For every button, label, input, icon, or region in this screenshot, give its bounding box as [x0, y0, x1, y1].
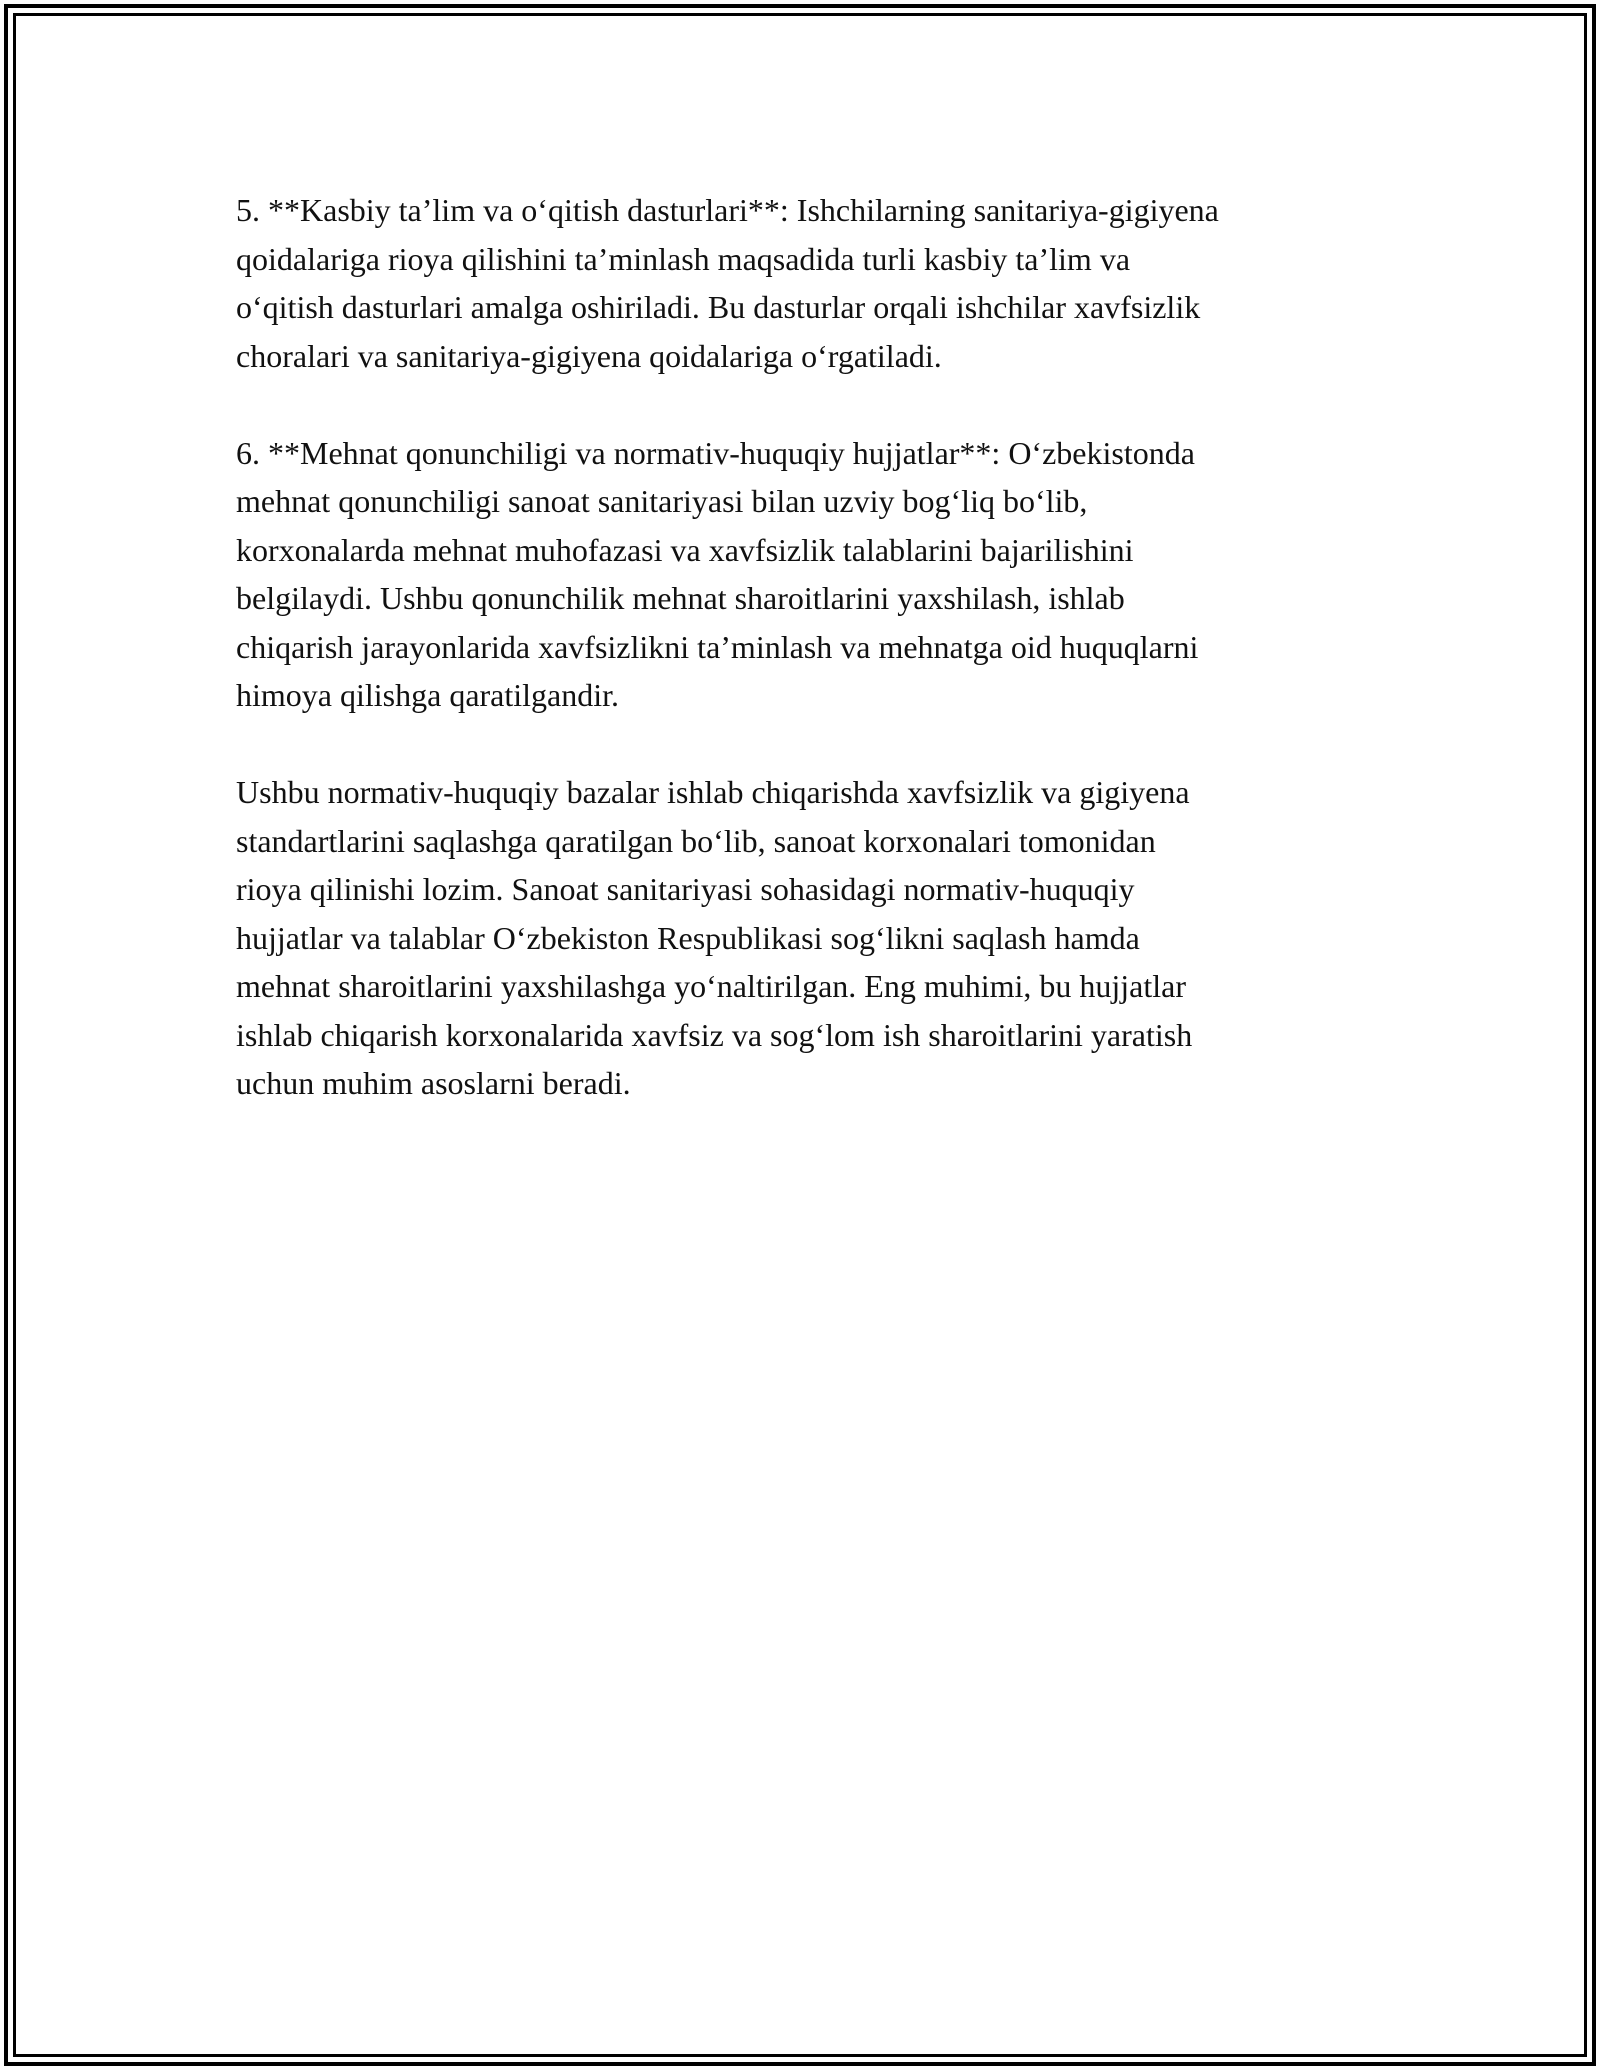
text-line: 6. **Mehnat qonunchiligi va normativ-huquqiy hujjatlar**: O‘zbekistonda: [236, 434, 1195, 471]
text-line: choralari va sanitariya-gigiyena qoidalariga o‘rgatiladi.: [236, 337, 942, 374]
text-line: hujjatlar va talablar O‘zbekiston Respublikasi sog‘likni saqlash hamda: [236, 919, 1140, 956]
text-line: mehnat qonunchiligi sanoat sanitariyasi bilan uzviy bog‘liq bo‘lib,: [236, 483, 1088, 519]
text-line: qoidalariga rioya qilishini ta’minlash maqsadida turli kasbiy ta’lim va: [236, 240, 1131, 277]
text-line: Ushbu normativ-huquqiy bazalar ishlab chiqarishda xavfsizlik va gigiyena: [236, 774, 1190, 810]
text-line: 5. **Kasbiy ta’lim va o‘qitish dasturlari**: Ishchilarning sanitariya-gigiyena: [236, 192, 1219, 228]
text-line: o‘qitish dasturlari amalga oshiriladi. Bu dasturlar orqali ishchilar xavfsizlik: [236, 289, 1201, 325]
text-line: belgilaydi. Ushbu qonunchilik mehnat sharoitlarini yaxshilash, ishlab: [236, 580, 1125, 616]
paragraph-vocational-training: [236, 186, 1376, 380]
text-line: uchun muhim asoslarni beradi.: [236, 1065, 631, 1101]
text-line: himoya qilishga qaratilgandir.: [236, 677, 620, 713]
paragraph-labor-legislation: [236, 429, 1376, 720]
document-body: [236, 186, 1376, 1156]
text-line: standartlarini saqlashga qaratilgan bo‘lib, sanoat korxonalari tomonidan: [236, 822, 1156, 859]
text-line: chiqarish jarayonlarida xavfsizlikni ta’minlash va mehnatga oid huquqlarni: [236, 628, 1199, 665]
text-line: korxonalarda mehnat muhofazasi va xavfsizlik talablarini bajarilishini: [236, 531, 1134, 568]
text-line: ishlab chiqarish korxonalarida xavfsiz va sog‘lom ish sharoitlarini yaratish: [236, 1016, 1193, 1053]
text-line: mehnat sharoitlarini yaxshilashga yo‘naltirilgan. Eng muhimi, bu hujjatlar: [236, 968, 1187, 1004]
paragraph-conclusion: [236, 768, 1376, 1108]
text-line: rioya qilinishi lozim. Sanoat sanitariyasi sohasidagi normativ-huquqiy: [236, 871, 1135, 907]
